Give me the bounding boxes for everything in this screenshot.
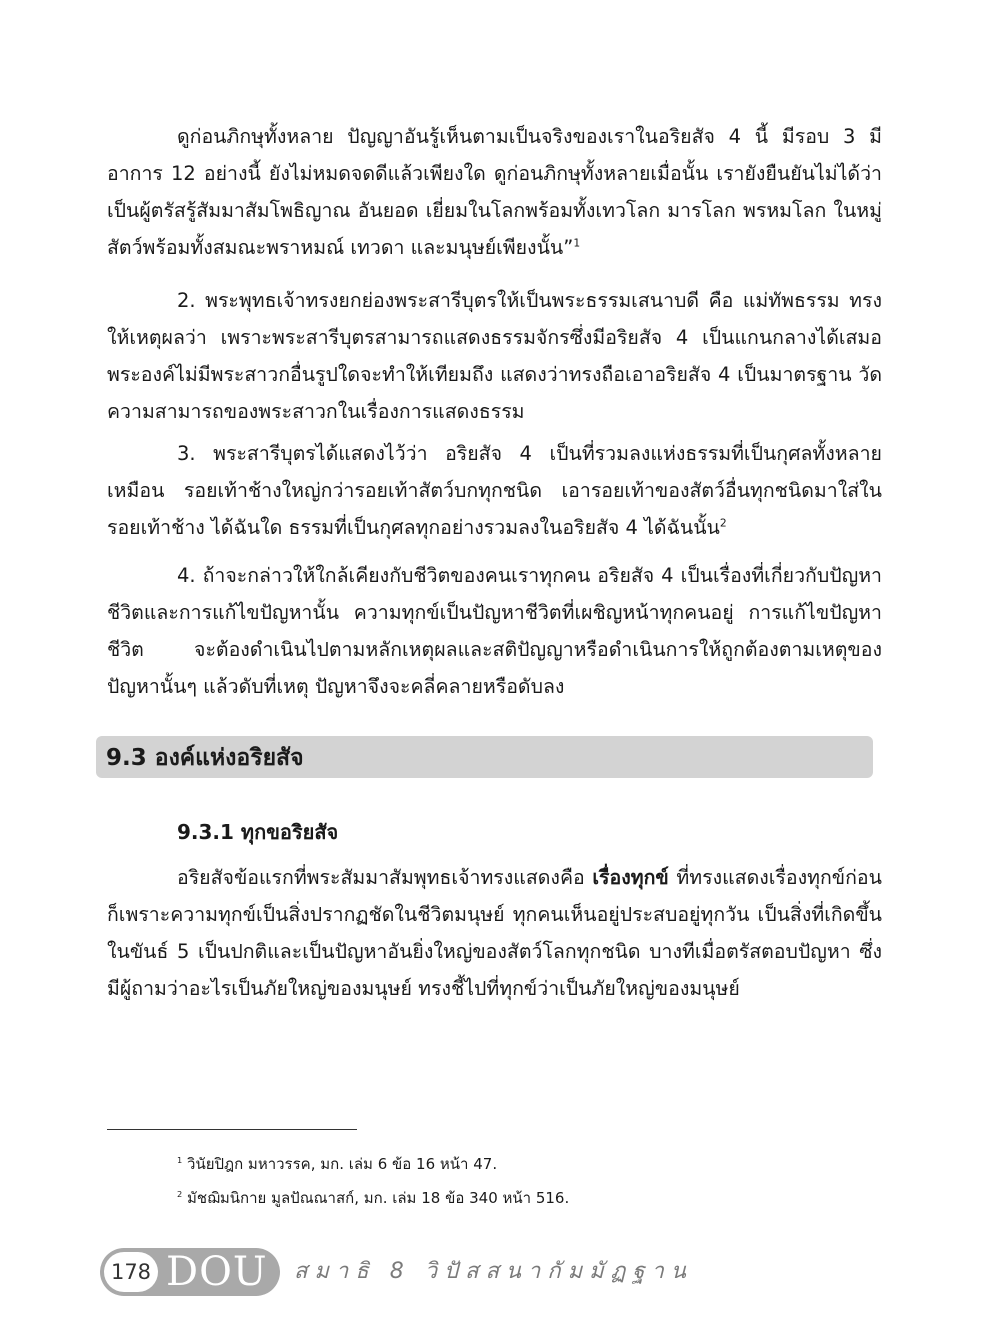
paragraph-1 [107,118,882,266]
paragraph-3 [107,435,882,546]
paragraph-3-text: 3. พระสารีบุตรได้แสดงไว้ว่า อริยสัจ 4 เป็นที่รวมลงแห่งธรรมที่เป็นกุศลทั้งหลายเหมือน รอยเท้าช้างใหญ่กว่ารอยเท้าสัตว์บกทุกชนิด เอารอยเท้าของสัตว์อื่นทุกชนิดมาใส่ในรอยเท้าช้าง ได้ฉันใด ธรรมที่เป็นกุศลทุกอย่างรวมลงในอริยสัจ 4 ได้ฉันนั้น [107,442,882,539]
paragraph-2-text: 2. พระพุทธเจ้าทรงยกย่องพระสารีบุตรให้เป็นพระธรรมเสนาบดี คือ แม่ทัพธรรม ทรงให้เหตุผลว่า เพราะพระสารีบุตรสามารถแสดงธรรมจักรซึ่งมีอริยสัจ 4 เป็นแกนกลางได้เสมอ พระองค์ไม่มีพระสาวกอื่นรูปใดจะทำให้เทียมถึง แสดงว่าทรงถือเอาอริยสัจ 4 เป็นมาตรฐาน วัดความสามารถของพระสาวกในเรื่องการแสดงธรรม [107,289,882,423]
footnote-1-text: วินัยปิฎก มหาวรรค, มก. เล่ม 6 ข้อ 16 หน้า 47. [182,1155,498,1173]
dou-logo: DOU [166,1249,268,1295]
subsection-title: 9.3.1 ทุกขอริยสัจ [177,820,339,844]
footnote-ref-1[interactable]: 1 [573,236,581,250]
paragraph-5-text-start: อริยสัจข้อแรกที่พระสัมมาสัมพุทธเจ้าทรงแสดงคือ [177,866,593,889]
paragraph-4 [107,557,882,705]
footnote-1-mark: 1 [177,1155,183,1165]
paragraph-4-text: 4. ถ้าจะกล่าวให้ใกล้เคียงกับชีวิตของคนเราทุกคน อริยสัจ 4 เป็นเรื่องที่เกี่ยวกับปัญหา ชีวิตและการแก้ไขปัญหานั้น ความทุกข์เป็นปัญหาชีวิตที่เผชิญหน้าทุกคนอยู่ การแก้ไขปัญหาชีวิต จะต้องดำเนินไปตามหลักเหตุผลและสติปัญญาหรือดำเนินการให้ถูกต้องตามเหตุของปัญหานั้นๆ แล้วดับที่เหตุ ปัญหาจึงจะคลี่คลายหรือดับลง [107,564,882,698]
footnote-1 [177,1152,497,1176]
footnote-2 [177,1186,569,1210]
paragraph-2 [107,282,882,430]
paragraph-1-text: ดูก่อนภิกษุทั้งหลาย ปัญญาอันรู้เห็นตามเป็นจริงของเราในอริยสัจ 4 นี้ มีรอบ 3 มีอาการ 12 อย่างนี้ ยังไม่หมดจดดีแล้วเพียงใด ดูก่อนภิกษุทั้งหลายเมื่อนั้น เรายังยืนยันไม่ได้ว่าเป็นผู้ตรัสรู้สัมมาสัมโพธิญาณ อันยอด เยี่ยมในโลกพร้อมทั้งเทวโลก มารโลก พรหมโลก ในหมู่สัตว์พร้อมทั้งสมณะพราหมณ์ เทวดา และมนุษย์เพียงนั้น” [107,125,882,259]
footnote-ref-2[interactable]: 2 [719,516,727,530]
section-title: 9.3 องค์แห่งอริยสัจ [106,745,304,771]
paragraph-5-emphasis: เรื่องทุกข์ [592,866,669,889]
footnote-2-text: มัชฌิมนิกาย มูลปัณณาสก์, มก. เล่ม 18 ข้อ 340 หน้า 516. [182,1189,570,1207]
course-title: สมาธิ 8 วิปัสสนากัมมัฏฐาน [294,1259,693,1284]
footnote-2-mark: 2 [177,1189,183,1199]
paragraph-5-text-end: ที่ทรงแสดงเรื่องทุกข์ก่อน ก็เพราะความทุกข์เป็นสิ่งปรากฏชัดในชีวิตมนุษย์ ทุกคนเห็นอยู่ประสบอยู่ทุกวัน เป็นสิ่งที่เกิดขึ้น ในขันธ์ 5 เป็นปกติและเป็นปัญหาอันยิ่งใหญ่ของสัตว์โลกทุกชนิด บางทีเมื่อตรัสตอบปัญหา ซึ่งมีผู้ถามว่าอะไรเป็นภัยใหญ่ของมนุษย์ ทรงชี้ไปที่ทุกข์ว่าเป็นภัยใหญ่ของมนุษย์ [107,866,882,1000]
page-number: 178 [104,1252,158,1292]
paragraph-5 [107,859,882,1007]
footnote-divider [107,1129,357,1130]
